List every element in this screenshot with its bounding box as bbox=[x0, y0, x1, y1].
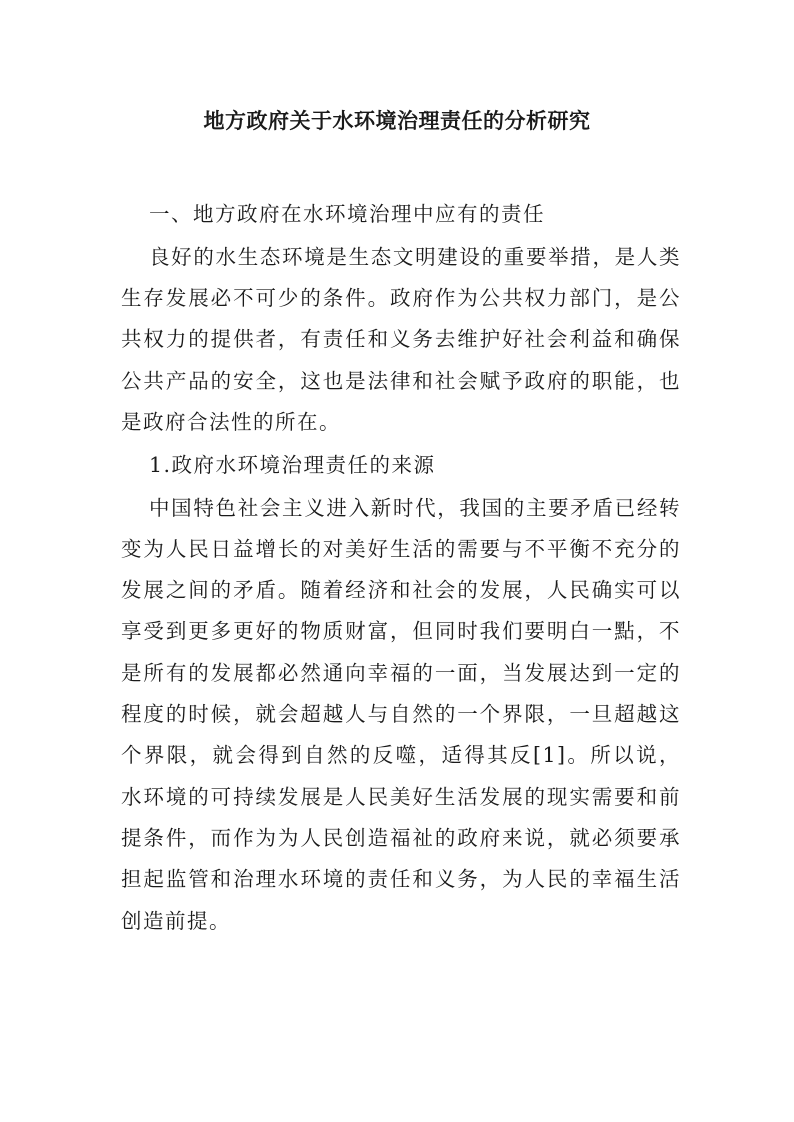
document-title: 地方政府关于水环境治理责任的分析研究 bbox=[203, 109, 591, 133]
section-heading: 一、地方政府在水环境治理中应有的责任 bbox=[149, 202, 545, 226]
document-body bbox=[121, 194, 681, 943]
paragraph: 良好的水生态环境是生态文明建设的重要举措，是人类生存发展必不可少的条件。政府作为公共权力部门，是公共权力的提供者，有责任和义务去维护好社会利益和确保公共产品的安全，这也是法律和社会赋予政府的职能，也是政府合法性的所在。 bbox=[121, 244, 681, 434]
subsection-heading: 1.政府水环境治理责任的来源 bbox=[149, 452, 436, 477]
paragraph: 中国特色社会主义进入新时代，我国的主要矛盾已经转变为人民日益增长的对美好生活的需要与不平衡不充分的发展之间的矛盾。随着经济和社会的发展，人民确实可以享受到更多更好的物质财富，但同时我们要明白一點，不是所有的发展都必然通向幸福的一面，当发展达到一定的程度的时候，就会超越人与自然的一个界限，一旦超越这个界限，就会得到自然的反噬，适得其反[1]。所以说，水环境的可持续发展是人民美好生活发展的现实需要和前提条件，而作为为人民创造福祉的政府来说，就必须要承担起监管和治理水环境的责任和义务，为人民的幸福生活创造前提。 bbox=[121, 495, 681, 933]
